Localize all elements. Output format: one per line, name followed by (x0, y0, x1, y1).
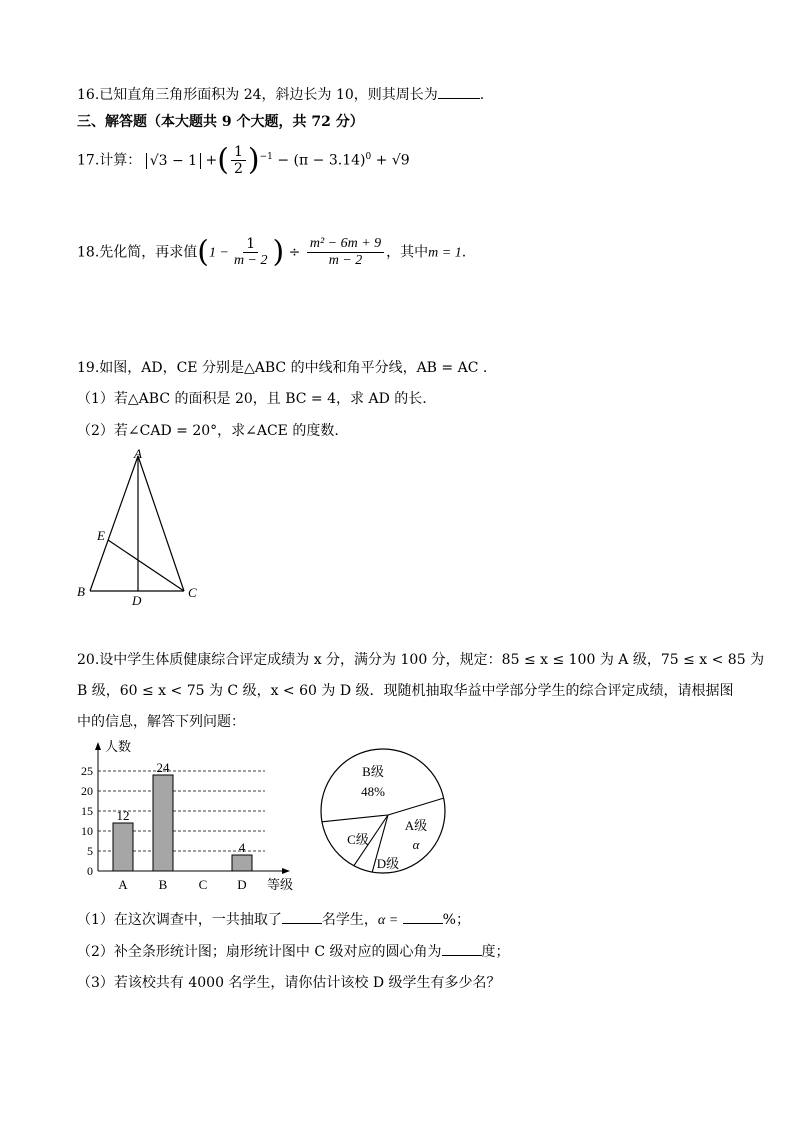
bar-chart (70, 733, 310, 898)
bar-d (232, 855, 252, 871)
x-axis-arrow (282, 868, 290, 874)
q17-e7: + √9 (375, 152, 410, 169)
q17-e6: 0 (365, 151, 372, 162)
label-c: C (188, 585, 197, 600)
q17-frac-den: 2 (234, 161, 243, 177)
q18-frac1-den: m − 2 (233, 253, 268, 268)
q20-part3: （3）若该校共有 4000 名学生，请你估计该校 D 级学生有多少名？ (77, 975, 501, 991)
q17-e5: − (π − 3.14) (277, 152, 366, 169)
q17-exp: −1 (259, 151, 273, 162)
q17-e1: √3 − 1 (149, 152, 198, 169)
q20-p1a: （1）在这次调查中，一共抽取了 (77, 912, 282, 928)
q20-line3: 中的信息，解答下列问题： (77, 714, 245, 730)
q20-blank-alpha[interactable] (403, 923, 443, 924)
q20-part1 (77, 909, 470, 929)
label-b: B (77, 584, 85, 599)
question-17: 17.计算： √3 − 1 +( $\frac{1}{2}$ )$^{-1} - (\pi - 3.14)^0 + √9$ (77, 142, 410, 178)
x-tick-label-d: D (237, 877, 247, 892)
q18-frac1 (231, 236, 271, 269)
y-tick-label: 25 (81, 764, 93, 778)
slice-label-c: C级 (347, 832, 369, 847)
q19-part1: （1）若△ABC 的面积是 20，且 BC = 4，求 AD 的长. (77, 391, 427, 407)
y-tick-label: 20 (81, 784, 93, 798)
q18-frac2 (307, 236, 384, 269)
bar-a (113, 823, 133, 871)
slice-value-a: α (412, 837, 420, 852)
x-tick-label-a: A (118, 877, 128, 892)
x-axis-title: 等级 (266, 877, 294, 892)
triangle-figure (70, 445, 210, 610)
question-18: 18.先化简，再求值(1 − $\frac{1}{m - 2}$ ) ÷ $\frac{\text{m² − 6m + 9}}{m - 2}$ ，其中m = 1. (77, 234, 467, 270)
q18-label: 18.先化简，再求值 (77, 244, 198, 261)
q17-frac (231, 144, 246, 177)
q18-e8: m = 1 (428, 245, 462, 261)
q20-p2a: （2）补全条形统计图；扇形统计图中 C 级对应的圆心角为 (77, 944, 442, 960)
label-e: E (97, 528, 105, 543)
y-axis-arrow (95, 742, 101, 750)
q18-frac2-den: m − 2 (328, 253, 363, 268)
y-axis-title: 人数 (105, 739, 132, 754)
q20-part2 (77, 941, 510, 961)
q18-e7: ，其中 (386, 244, 429, 261)
slice-label-a: A级 (404, 818, 428, 833)
pie-chart (316, 744, 450, 878)
side-ac (138, 456, 184, 591)
y-tick-label: 0 (87, 864, 93, 878)
y-tick-label: 15 (81, 804, 93, 818)
bisector-ce (108, 540, 184, 591)
x-tick-label-b: B (158, 877, 168, 892)
q20-line1: 20.设中学生体质健康综合评定成绩为 x 分，满分为 100 分，规定：85 ≤ x ≤ 100 为 A 级，75 ≤ x < 85 为 (77, 652, 765, 668)
slice-value-b: 48% (361, 784, 385, 799)
q20-p1d: %； (442, 912, 470, 928)
bar-b (153, 775, 173, 871)
q16-blank[interactable] (438, 98, 480, 99)
q18-frac2-num: m² − 6m + 9 (307, 236, 384, 253)
q18-e1: 1 − (208, 245, 229, 261)
q20-blank-angle[interactable] (442, 955, 482, 956)
q18-e9: . (461, 244, 467, 261)
x-tick-label-c: C (198, 877, 208, 892)
q20-blank-count[interactable] (282, 923, 322, 924)
q17-abs (146, 153, 201, 169)
y-tick-label: 5 (87, 844, 93, 858)
label-a: A (134, 446, 142, 461)
q20-p2b: 度； (481, 944, 510, 960)
q18-frac1-num: 1 (243, 236, 258, 253)
slice-label-b: B级 (362, 764, 384, 779)
section-title: 三、解答题（本大题共 9 个大题，共 72 分） (77, 114, 364, 130)
data-label-a: 12 (116, 808, 130, 823)
data-label-d: 4 (238, 840, 246, 855)
slice-label-d: D级 (376, 856, 400, 871)
data-label-b: 24 (156, 760, 170, 775)
question-16 (77, 84, 484, 104)
y-tick-label: 10 (81, 824, 93, 838)
q19-stem: 19.如图，AD，CE 分别是△ABC 的中线和角平分线，AB = AC . (77, 360, 488, 376)
q17-frac-num: 1 (231, 144, 246, 161)
q17-label: 17.计算： (77, 152, 142, 169)
q18-div: ÷ (288, 244, 301, 261)
q20-p1b: 名学生， (321, 912, 378, 928)
q20-p1c: α = (377, 913, 399, 928)
q16-text: 16.已知直角三角形面积为 24，斜边长为 10，则其周长为 (77, 87, 438, 103)
side-ab (90, 456, 138, 591)
q19-part2: （2）若∠CAD = 20°，求∠ACE 的度数. (77, 423, 339, 439)
q16-end: . (479, 87, 485, 103)
q20-line2: B 级，60 ≤ x < 75 为 C 级，x < 60 为 D 级．现随机抽取华益中学部分学生的综合评定成绩，请根据图 (77, 683, 734, 699)
label-d: D (132, 593, 142, 608)
